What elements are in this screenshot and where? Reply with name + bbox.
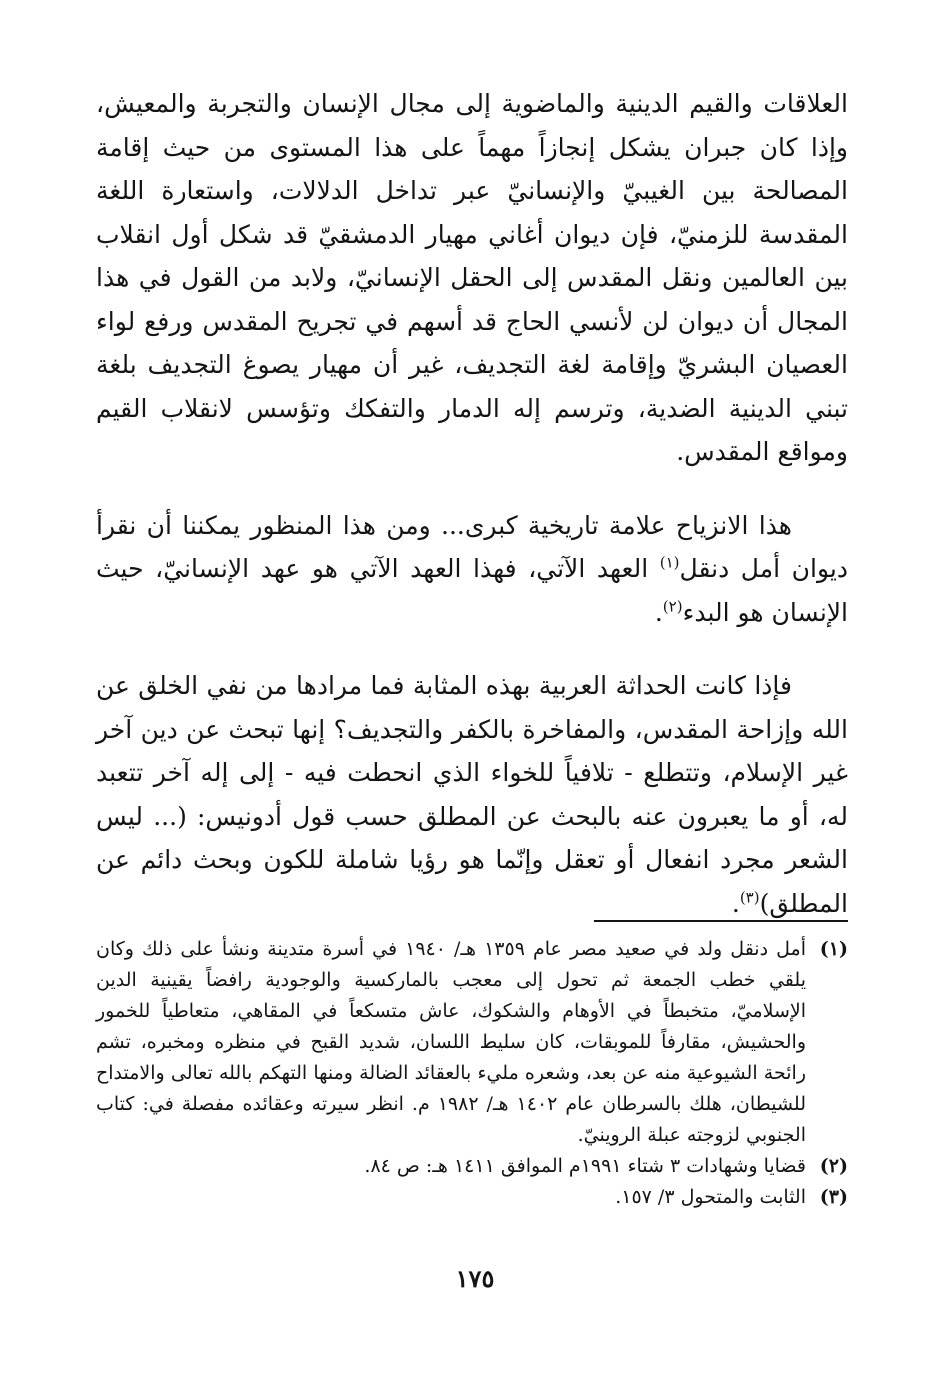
footnote-separator <box>594 920 848 922</box>
page-number: ١٧٥ <box>455 1264 495 1293</box>
paragraph-1: العلاقات والقيم الدينية والماضوية إلى مجال الإنسان والتجربة والمعيش، وإذا كان جبران يشكل إنجازاً مهماً على هذا المستوى من حيث إقامة المصالحة بين الغيبيّ والإنسانيّ عبر تداخل الدلالات، واستعارة اللغة المقدسة للزمنيّ، فإن ديوان أغاني مهيار الدمشقيّ قد شكل أول انقلاب بين العالمين ونقل المقدس إلى الحقل الإنسانيّ، ولابد من القول في هذا المجال أن ديوان لن لأنسي الحاج قد أسهم في تجريح المقدس ورفع لواء العصيان البشريّ وإقامة لغة التجديف، غير أن مهيار يصوغ التجديف بلغة تبني الدينية الضدية، وترسم إله الدمار والتفكك وتؤسس لانقلاب القيم ومواقع المقدس. <box>96 89 848 466</box>
footnote-1-number: (١) <box>819 938 848 960</box>
main-text <box>96 82 848 925</box>
paragraph-3-text-b: . <box>731 888 740 918</box>
paragraph-2-text-a: هذا الانزياح علامة تاريخية كبرى... ومن هذا المنظور يمكننا أن نقرأ ديوان أمل دنقل <box>96 510 848 583</box>
footnote-1-text: أمل دنقل ولد في صعيد مصر عام ١٣٥٩ هـ/ ١٩٤٠ في أسرة متدينة ونشأ على ذلك وكان يلقي خطب الجمعة ثم تحول إلى معجب بالماركسية والوجودية رافضاً يقينية الدين الإسلاميّ، متخبطاً في الأوهام والشكوك، عاش متسكعاً في المقاهي، متعاطياً للخمور والحشيش، مقارفاً للموبقات، كان سليط اللسان، شديد القبح في منظره ومخبره، تشم رائحة الشيوعية منه عن بعد، وشعره مليء بالعقائد الضالة ومنها التهكم بالله تعالى والامتداح للشيطان، هلك بالسرطان عام ١٤٠٢ هـ/ ١٩٨٢ م. انظر سيرته وعقائده مفصلة في: كتاب الجنوبي لزوجته عبلة الروينيّ. <box>96 938 806 1146</box>
footnotes <box>96 934 848 1213</box>
footnote-2-number: (٢) <box>819 1155 848 1177</box>
footnote-3-number: (٣) <box>819 1186 848 1208</box>
footnote-3-text: الثابت والمتحول ٣/ ١٥٧. <box>615 1186 806 1208</box>
footnote-1 <box>96 934 848 1151</box>
footnote-3 <box>96 1182 848 1213</box>
footnote-2-text: قضايا وشهادات ٣ شتاء ١٩٩١م الموافق ١٤١١ هـ: ص ٨٤. <box>364 1155 806 1177</box>
paragraph-2-text-b: العهد الآتي، فهذا العهد الآتي هو عهد الإنسانيّ، حيث الإنسان هو البدء <box>96 554 848 627</box>
paragraph-2 <box>96 504 848 635</box>
paragraph-3-text-a: فإذا كانت الحداثة العربية بهذه المثابة فما مرادها من نفي الخلق عن الله وإزاحة المقدس، والمفاخرة بالكفر والتجديف؟ إنها تبحث عن دين آخر غير الإسلام، وتتطلع - تلافياً للخواء الذي انحطت فيه - إلى إله آخر تتعبد له، أو ما يعبرون عنه بالبحث عن المطلق حسب قول أدونيس: (... ليس الشعر مجرد انفعال أو تعقل وإنّما هو رؤيا شاملة للكون وبحث دائم عن المطلق) <box>96 671 848 918</box>
paragraph-3 <box>96 664 848 925</box>
footnote-ref-1: (١) <box>659 553 680 572</box>
footnote-ref-2: (٢) <box>662 597 683 616</box>
footnote-ref-3: (٣) <box>739 888 760 907</box>
paragraph-2-text-c: . <box>654 597 663 627</box>
footnote-2 <box>96 1151 848 1182</box>
